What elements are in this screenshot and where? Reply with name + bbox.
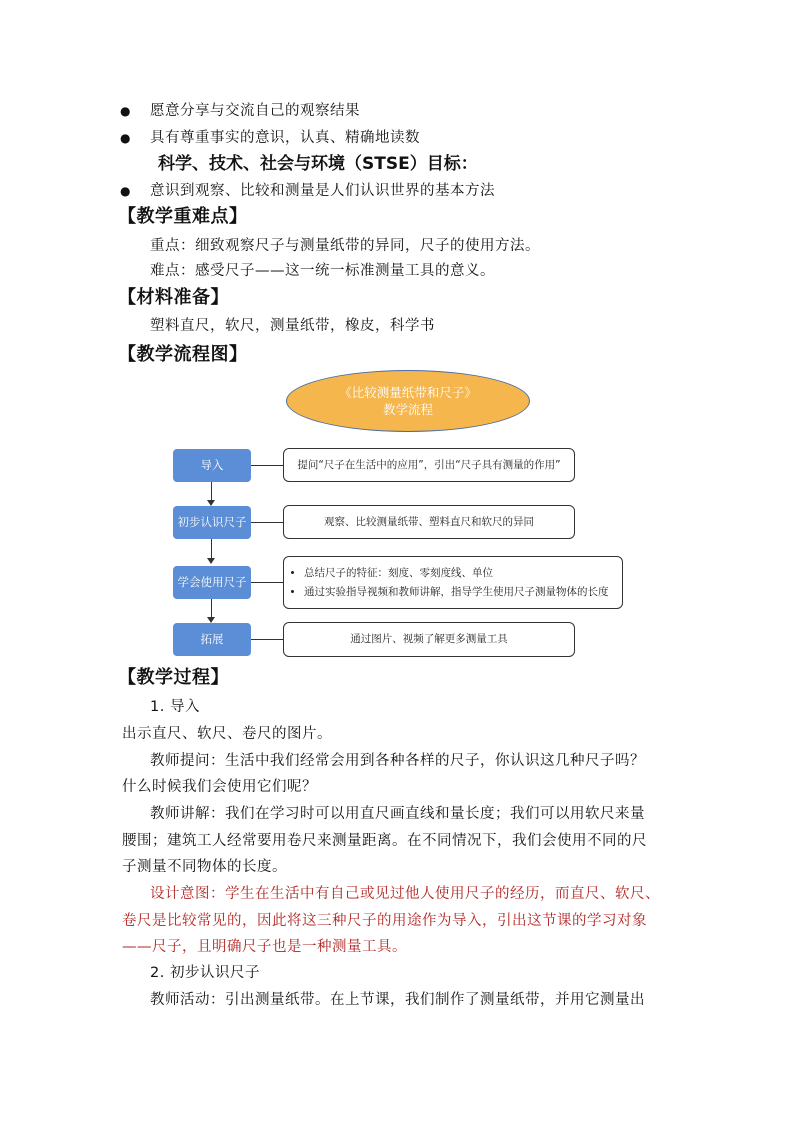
flow-step-extend: 拓展 <box>173 623 251 656</box>
flowchart-heading: 【教学流程图】 <box>118 344 248 365</box>
process-text: 出示直尺、软尺、卷尺的图片。 <box>122 726 332 742</box>
design-intent-text: 卷尺是比较常见的，因此将这三种尺子的用途作为导入，引出这节课的学习对象 <box>122 913 647 929</box>
flowchart-title-line1: 《比较测量纸带和尺子》 <box>339 385 477 400</box>
process-text: 教师活动：引出测量纸带。在上节课，我们制作了测量纸带，并用它测量出 <box>150 992 645 1008</box>
design-intent-text: ——尺子，且明确尺子也是一种测量工具。 <box>122 939 407 955</box>
stse-title: 科学、技术、社会与环境（STSE）目标： <box>158 154 478 174</box>
flow-desc-item: • 通过实验指导视频和教师讲解，指导学生使用尺子测量物体的长度 <box>304 583 622 602</box>
flow-desc-text: 观察、比较测量纸带、塑料直尺和软尺的异同 <box>324 516 534 528</box>
objective-item: 愿意分享与交流自己的观察结果 <box>150 103 360 119</box>
key-points-heading: 【教学重难点】 <box>118 206 248 227</box>
key-point-important: 重点：细致观察尺子与测量纸带的异同，尺子的使用方法。 <box>150 238 540 254</box>
flow-desc-extend <box>283 622 575 657</box>
materials-text: 塑料直尺，软尺，测量纸带，橡皮，科学书 <box>150 318 435 334</box>
connector-line <box>251 639 283 640</box>
process-heading: 【教学过程】 <box>118 667 229 688</box>
flow-desc-item: • 总结尺子的特征：刻度、零刻度线、单位 <box>304 564 622 583</box>
process-text: 教师讲解：我们在学习时可以用直尺画直线和量长度；我们可以用软尺来量 <box>150 806 645 822</box>
process-text: 什么时候我们会使用它们呢？ <box>122 779 317 795</box>
process-section-1: 1. 导入 <box>150 699 200 715</box>
flowchart-title-ellipse <box>286 370 530 432</box>
objective-item: 具有尊重事实的意识，认真、精确地读数 <box>150 130 420 146</box>
flow-desc-recognize <box>283 505 575 539</box>
bullet-dot-icon: ● <box>120 131 131 145</box>
flow-desc-text: 通过图片、视频了解更多测量工具 <box>350 633 508 645</box>
stse-item: 意识到观察、比较和测量是人们认识世界的基本方法 <box>150 183 495 199</box>
connector-line <box>211 482 212 501</box>
design-intent-text: 设计意图：学生在生活中有自己或见过他人使用尺子的经历，而直尺、软尺、 <box>150 886 660 902</box>
materials-heading: 【材料准备】 <box>118 287 229 308</box>
arrow-down-icon <box>207 558 215 564</box>
connector-line <box>251 465 283 466</box>
connector-line <box>251 522 283 523</box>
flow-step-use: 学会使用尺子 <box>173 566 251 599</box>
flow-step-recognize: 初步认识尺子 <box>173 506 251 539</box>
bullet-dot-icon: ● <box>120 184 131 198</box>
flow-desc-text: 提问“尺子在生活中的应用”，引出“尺子具有测量的作用” <box>297 459 561 471</box>
process-text: 子测量不同物体的长度。 <box>122 859 287 875</box>
flow-step-intro: 导入 <box>173 449 251 482</box>
connector-line <box>211 599 212 618</box>
process-section-2: 2. 初步认识尺子 <box>150 965 260 981</box>
process-text: 腰围；建筑工人经常要用卷尺来测量距离。在不同情况下，我们会使用不同的尺 <box>122 833 647 849</box>
flow-desc-intro <box>283 448 575 482</box>
key-point-difficult: 难点：感受尺子——这一统一标准测量工具的意义。 <box>150 263 495 279</box>
bullet-dot-icon: ● <box>120 104 131 118</box>
connector-line <box>251 582 283 583</box>
flow-desc-use <box>283 556 623 609</box>
connector-line <box>211 539 212 559</box>
flowchart-title-line2: 教学流程 <box>382 402 433 417</box>
process-text: 教师提问：生活中我们经常会用到各种各样的尺子，你认识这几种尺子吗？ <box>150 753 645 769</box>
